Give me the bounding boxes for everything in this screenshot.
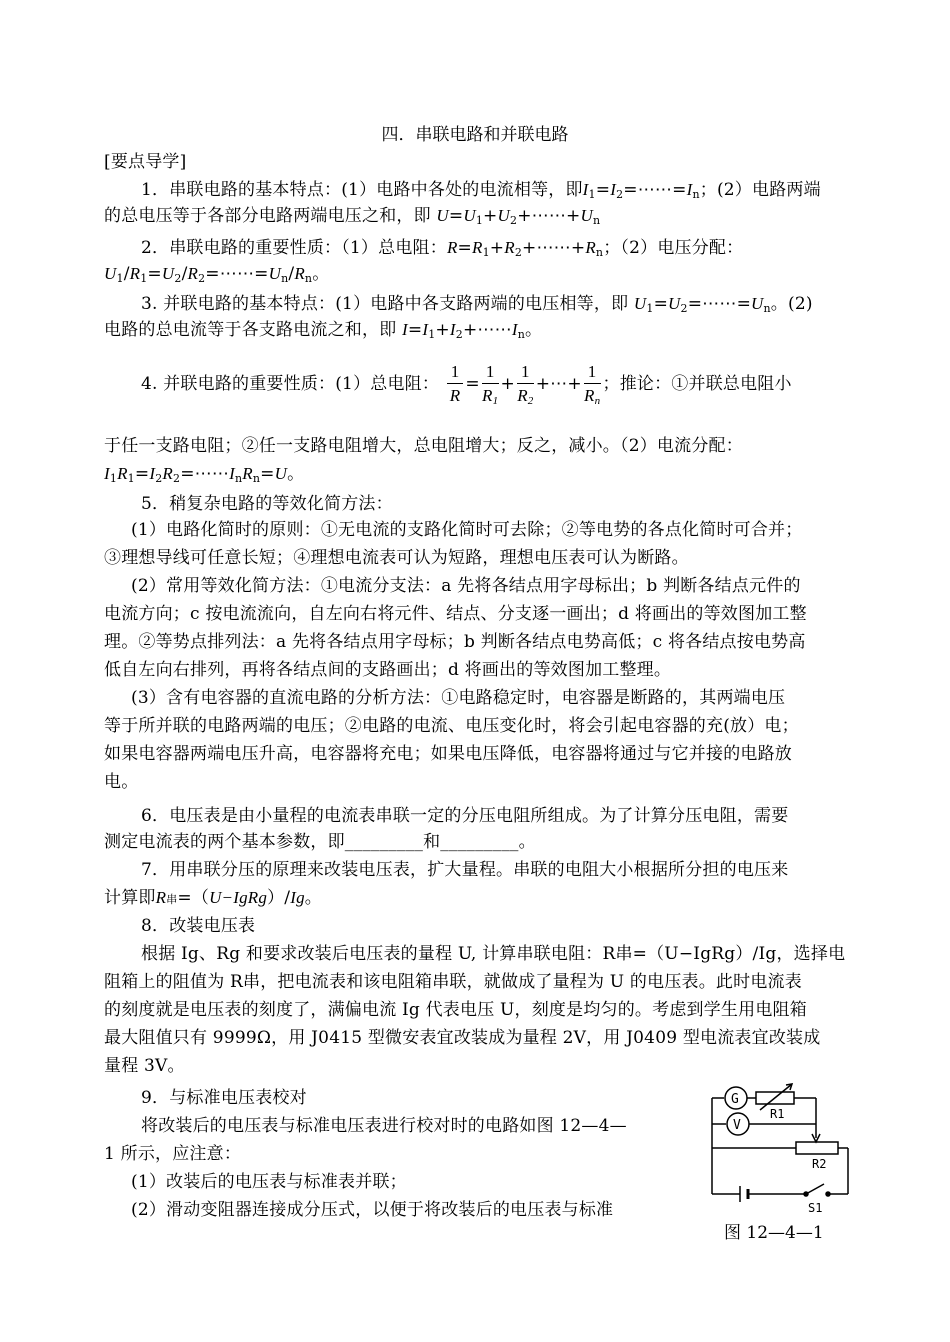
fraction-1-over-R: $\frac{1}{R}$: [447, 361, 464, 408]
paragraph-5-1-line-1: (1）电路化简时的原则：①无电流的支路化简时可去除；②等电势的各点化简时可合并；: [131, 520, 803, 540]
paragraph-1-line-2: 的总电压等于各部分电路两端电压之和，即 $U=U_1+U_2+\cdots\cdots+U_n$: [104, 206, 601, 227]
paragraph-9-line-4: (2）滑动变阻器连接成分压式，以便于将改装后的电压表与标准: [131, 1200, 614, 1220]
resistor-r2-label: R2: [812, 1157, 827, 1171]
paragraph-5-1-line-2: ③理想导线可任意长短；④理想电流表可认为短路，理想电压表可认为断路。: [104, 548, 689, 568]
paragraph-4-line-3: $I_1R_1=I_2R_2=\cdots\cdots I_nR_n=U$。: [104, 464, 305, 485]
galvanometer-label: G: [731, 1092, 739, 1107]
paragraph-5-3-line-1: (3）含有电容器的直流电路的分析方法：①电路稳定时，电容器是断路的，其两端电压: [131, 688, 786, 708]
paragraph-8-heading: 8．改装电压表: [141, 916, 256, 936]
paragraph-9-line-3: (1）改装后的电压表与标准表并联；: [131, 1172, 407, 1192]
paragraph-4-line-1: 4. 并联电路的重要性质：(1）总电阻： $\frac{1}{R}$ = $\frac{1}{R_1}$ + $\frac{1}{R_2}$ +⋯+ $\frac{1}{R_n}$ ；推论：①并联总电阻小: [141, 362, 792, 407]
switch-lever-icon: [806, 1184, 824, 1194]
paragraph-9-line-1: 将改装后的电压表与标准电压表进行校对时的电路如图 12—4—: [141, 1116, 627, 1136]
switch-s1-label: S1: [808, 1201, 823, 1215]
paragraph-4-line-2: 于任一支路电阻；②任一支路电阻增大，总电阻增大；反之，减小。（2）电流分配：: [104, 436, 743, 456]
circuit-diagram: [700, 1080, 860, 1220]
paragraph-3-line-2: 电路的总电流等于各支路电流之和，即 $I=I_1+I_2+\cdots\cdots I_n$。: [104, 320, 543, 341]
paragraph-8-line-5: 量程 3V。: [104, 1056, 185, 1076]
fraction-1-over-R2: $\frac{1}{R_2}$: [517, 362, 534, 407]
paragraph-9-heading: 9．与标准电压表校对: [141, 1088, 307, 1108]
paragraph-6-line-1: 6．电压表是由小量程的电流表串联一定的分压电阻所组成。为了计算分压电阻，需要: [141, 806, 789, 826]
resistor-r1-label: R1: [770, 1107, 785, 1121]
figure-caption: 图 12—4—1: [724, 1223, 824, 1243]
paragraph-5-2-line-2: 电流方向；c 按电流流向，自左向右将元件、结点、分支逐一画出；d 将画出的等效图加工整: [104, 604, 807, 624]
paragraph-8-line-1: 根据 Ig、Rg 和要求改装后电压表的量程 U, 计算串联电阻：R串=（U−IgRg）/Ig，选择电: [141, 944, 846, 964]
paragraph-7-line-1: 7．用串联分压的原理来改装电压表，扩大量程。串联的电阻大小根据所分担的电压来: [141, 860, 789, 880]
voltmeter-label: V: [733, 1118, 741, 1133]
fraction-1-over-R1: $\frac{1}{R_1}$: [482, 362, 499, 407]
paragraph-5-2-line-4: 低自左向右排列，再将各结点间的支路画出；d 将画出的等效图加工整理。: [104, 660, 672, 680]
paragraph-5-3-line-3: 如果电容器两端电压升高，电容器将充电；如果电压降低，电容器将通过与它并接的电路放: [104, 744, 792, 764]
paragraph-2-line-2: $U_1/R_1=U_2/R_2=\cdots\cdots=U_n/R_n$。: [104, 264, 330, 285]
page-title: 四．串联电路和并联电路: [381, 125, 569, 145]
paragraph-5-2-line-3: 理。②等势点排列法：a 先将各结点用字母标；b 判断各结点电势高低；c 将各结点按电势高: [104, 632, 806, 652]
paragraph-6-line-2: 测定电流表的两个基本参数，即_________和_________。: [104, 832, 536, 852]
paragraph-5-3-line-4: 电。: [104, 772, 139, 792]
fraction-1-over-Rn: $\frac{1}{R_n}$: [584, 362, 601, 407]
paragraph-5-2-line-1: (2）常用等效化简方法：①电流分支法：a 先将各结点用字母标出；b 判断各结点元件的: [131, 576, 801, 596]
paragraph-8-line-4: 最大阻值只有 9999Ω，用 J0415 型微安表宜改装成为量程 2V，用 J0409 型电流表宜改装成: [104, 1028, 821, 1048]
resistor-r2-icon: [796, 1142, 838, 1154]
paragraph-9-line-2: 1 所示，应注意：: [104, 1144, 242, 1164]
paragraph-7-line-2: 计算即R串=（U−IgRg）/Ig。: [104, 888, 322, 908]
paragraph-3-line-1: 3. 并联电路的基本特点：(1）电路中各支路两端的电压相等，即 $U_1=U_2=\cdots\cdots=U_n$。(2): [141, 294, 813, 315]
paragraph-5-3-line-2: 等于所并联的电路两端的电压；②电路的电流、电压变化时，将会引起电容器的充(放）电；: [104, 716, 799, 736]
section-heading: [要点导学]: [104, 152, 187, 172]
paragraph-5-heading: 5．稍复杂电路的等效化简方法：: [141, 494, 393, 514]
paragraph-8-line-2: 阻箱上的阻值为 R串，把电流表和该电阻箱串联，就做成了量程为 U 的电压表。此时电流表: [104, 972, 802, 992]
paragraph-8-line-3: 的刻度就是电压表的刻度了，满偏电流 Ig 代表电压 U，刻度是均匀的。考虑到学生用电阻箱: [104, 1000, 807, 1020]
paragraph-2-line-1: 2．串联电路的重要性质：（1）总电阻：$R=R_1+R_2+\cdots\cdots+R_n$；（2）电压分配：: [141, 238, 744, 259]
paragraph-1-line-1: 1．串联电路的基本特点：(1）电路中各处的电流相等，即$I_1=I_2=\cdots\cdots=I_n$；(2）电路两端: [141, 180, 821, 201]
